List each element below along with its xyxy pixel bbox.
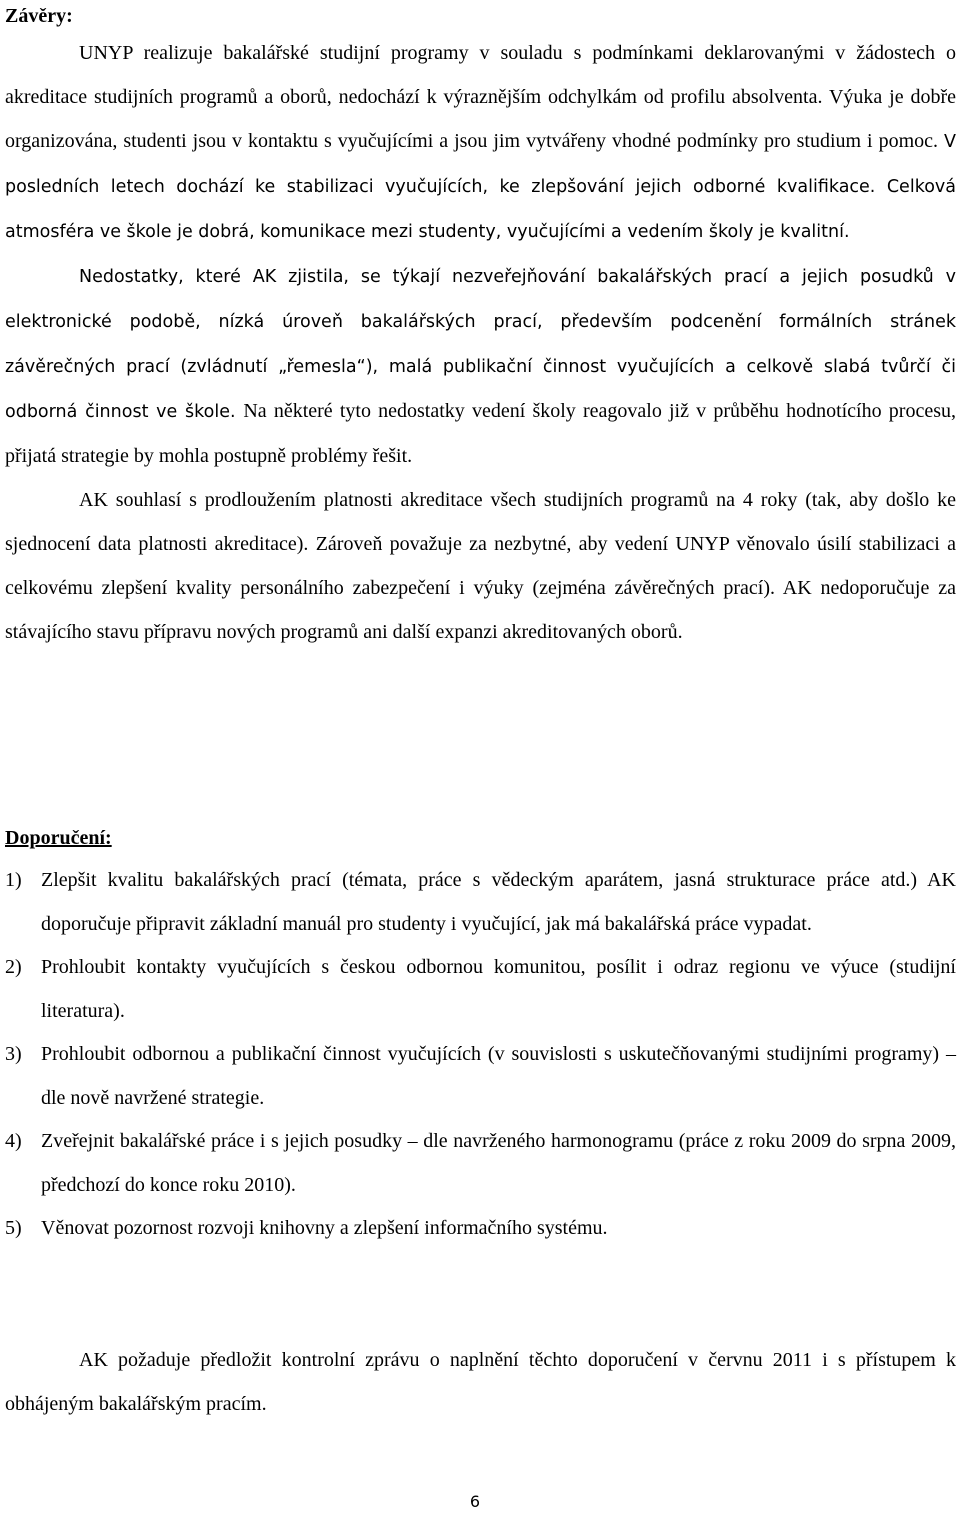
list-item-number: 5) — [5, 1217, 22, 1239]
zavery-paragraph-3: AK souhlasí s prodloužením platnosti akreditace všech studijních programů na 4 roky (tak, aby došlo ke sjednocení data platnosti akreditace). Zároveň považuje za nezbytné, aby vedení UNYP věnovalo úsilí stabilizaci a celkovému zlepšení kvality personálního zabezpečení i výuky (zejména závěrečných prací). AK nedoporučuje za stávajícího stavu přípravu nových programů ani další expanzi akreditovaných oborů. — [5, 489, 956, 643]
list-item — [5, 1207, 956, 1251]
list-item-text: Prohloubit kontakty vyučujících s českou odbornou komunitou, posílit i odraz regionu ve výuce (studijní literatura). — [41, 956, 956, 1022]
list-item-number: 1) — [5, 869, 22, 891]
zavery-section — [5, 31, 956, 654]
zavery-paragraph-1-serif: UNYP realizuje bakalářské studijní programy v souladu s podmínkami deklarovanými v žádostech o akreditace studijních programů a oborů, nedochází k výraznějším odchylkám od profilu absolventa. Výuka je dobře organizována, studenti jsou v kontaktu s vyučujícími a jsou jim vytvářeny vhodné podmínky pro studium i pomoc. — [5, 42, 956, 152]
zavery-paragraph-2-serif: Na některé tyto nedostatky vedení školy reagovalo již v průběhu hodnotícího procesu, přijatá strategie by mohla postupně problémy řešit. — [5, 400, 956, 467]
list-item-number: 3) — [5, 1043, 22, 1065]
zavery-paragraph-2 — [5, 254, 956, 478]
doporuceni-heading: Doporučení: — [5, 827, 112, 849]
list-item — [5, 1120, 956, 1207]
recommendations-list — [5, 859, 956, 1251]
list-item-number: 2) — [5, 956, 22, 978]
closing-paragraph: AK požaduje předložit kontrolní zprávu o naplnění těchto doporučení v červnu 2011 i s přístupem k obhájeným bakalářským pracím. — [5, 1349, 956, 1415]
zavery-heading: Závěry: — [5, 5, 73, 27]
zavery-paragraph-2-sans: Nedostatky, které AK zjistila, se týkají nezveřejňování bakalářských prací a jejich posudků v elektronické podobě, nízká úroveň bakalářských prací, především podcenění formálních stránek závěrečných prací (zvládnutí „řemesla“), malá publikační činnost vyučujících a celkově slabá tvůrčí či odborná činnost ve škole. — [5, 267, 956, 422]
zavery-paragraph-1-sans: V posledních letech dochází ke stabilizaci vyučujících, ke zlepšování jejich odborné kvalifikace. Celková atmosféra ve škole je dobrá, komunikace mezi studenty, vyučujícími a vedením školy je kvalitní. — [5, 132, 956, 242]
list-item-number: 4) — [5, 1130, 22, 1152]
list-item — [5, 1033, 956, 1120]
list-item-text: Zlepšit kvalitu bakalářských prací (témata, práce s vědeckým aparátem, jasná strukturace práce atd.) AK doporučuje připravit základní manuál pro studenty i vyučující, jak má bakalářská práce vypadat. — [41, 869, 956, 935]
list-item-text: Věnovat pozornost rozvoji knihovny a zlepšení informačního systému. — [41, 1217, 608, 1239]
zavery-paragraph-1 — [5, 31, 956, 254]
list-item — [5, 859, 956, 946]
list-item-text: Zveřejnit bakalářské práce i s jejich posudky – dle navrženého harmonogramu (práce z roku 2009 do srpna 2009, předchozí do konce roku 2010). — [41, 1130, 956, 1196]
page-number: 6 — [469, 1492, 481, 1511]
list-item-text: Prohloubit odbornou a publikační činnost vyučujících (v souvislosti s uskutečňovanými studijními programy) – dle nově navržené strategie. — [41, 1043, 956, 1109]
list-item — [5, 946, 956, 1033]
